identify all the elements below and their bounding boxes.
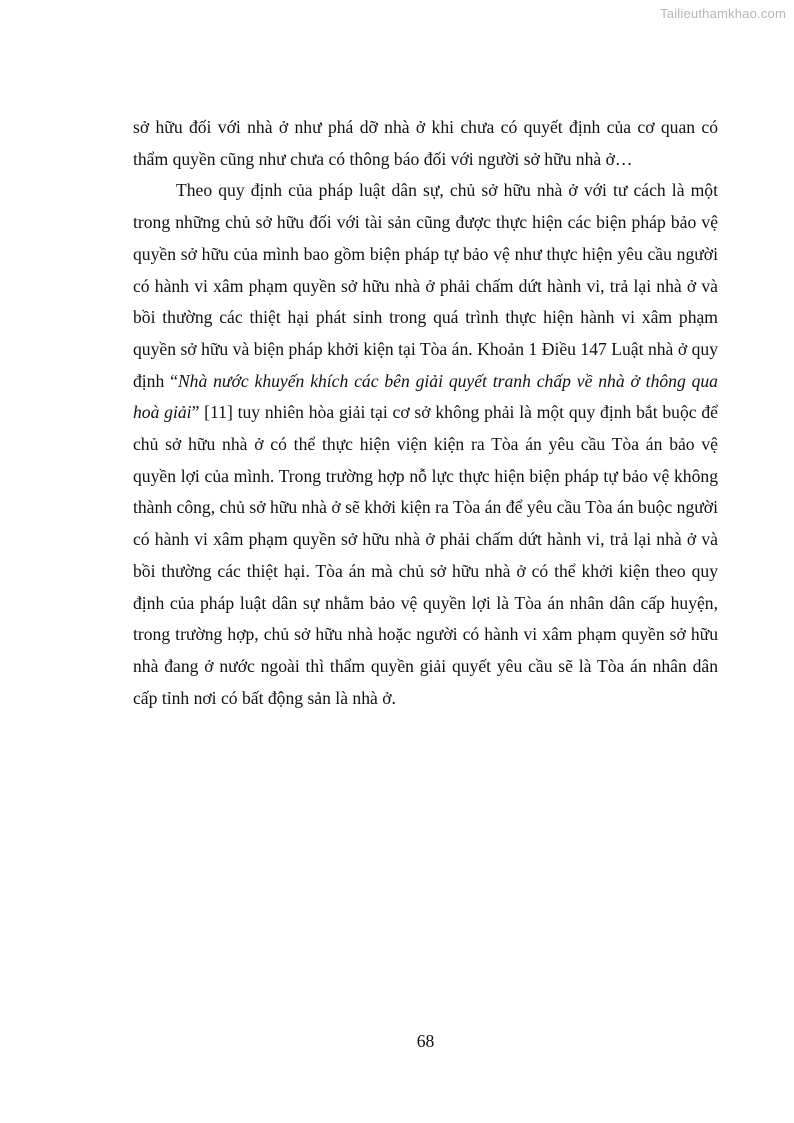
document-body: [133, 112, 718, 714]
site-watermark: Tailieuthamkhao.com: [660, 6, 786, 21]
page-number: 68: [416, 1031, 435, 1051]
law-quote: Nhà nước khuyến khích các bên giải quyết tranh chấp về nhà ở thông qua hoà giải: [133, 370, 718, 423]
paragraph-2: [133, 175, 718, 714]
paragraph-2-text-start: Theo quy định của pháp luật dân sự, chủ sở hữu nhà ở với tư cách là một trong những chủ sở hữu đối với tài sản cũng được thực hiện các biện pháp bảo vệ quyền sở hữu của mình bao gồm biện pháp tự bảo vệ như thực hiện yêu cầu người có hành vi xâm phạm quyền sở hữu nhà ở phải chấm dứt hành vi, trả lại nhà ở và bồi thường các thiệt hại phát sinh trong quá trình thực hiện hành vi xâm phạm quyền sở hữu và biện pháp khởi kiện tại Tòa án. Khoản 1 Điều 147 Luật nhà ở quy định “: [133, 180, 718, 391]
paragraph-1: sở hữu đối với nhà ở như phá dỡ nhà ở khi chưa có quyết định của cơ quan có thẩm quyền cũng như chưa có thông báo đối với người sở hữu nhà ở…: [133, 117, 718, 169]
paragraph-2-text-end: ” [11] tuy nhiên hòa giải tại cơ sở không phải là một quy định bắt buộc để chủ sở hữu nhà ở có thể thực hiện viện kiện ra Tòa án yêu cầu Tòa án bảo vệ quyền lợi của mình. Trong trường hợp nỗ lực thực hiện biện pháp tự bảo vệ không thành công, chủ sở hữu nhà ở sẽ khởi kiện ra Tòa án để yêu cầu Tòa án buộc người có hành vi xâm phạm quyền sở hữu nhà ở phải chấm dứt hành vi, trả lại nhà ở và bồi thường các thiệt hại. Tòa án mà chủ sở hữu nhà ở có thể khởi kiện theo quy định của pháp luật dân sự nhằm bảo vệ quyền lợi là Tòa án nhân dân cấp huyện, trong trường hợp, chủ sở hữu nhà hoặc người có hành vi xâm phạm quyền sở hữu nhà đang ở nước ngoài thì thẩm quyền giải quyết yêu cầu sẽ là Tòa án nhân dân cấp tỉnh nơi có bất động sản là nhà ở.: [133, 402, 718, 708]
